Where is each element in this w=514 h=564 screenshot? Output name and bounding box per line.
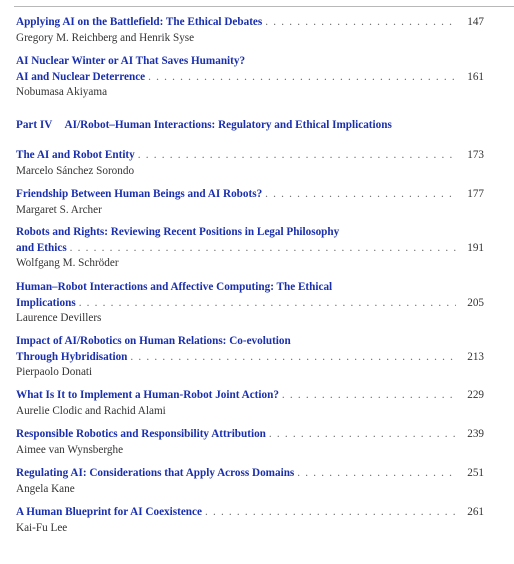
entry-title[interactable]: Impact of AI/Robotics on Human Relations: Co-evolution [16, 335, 291, 347]
entry-title[interactable]: Human–Robot Interactions and Affective Computing: The Ethical [16, 281, 333, 293]
entry-title[interactable]: What Is It to Implement a Human-Robot Joint Action? [16, 389, 279, 401]
part-title: AI/Robot–Human Interactions: Regulatory and Ethical Implications [64, 119, 392, 131]
dot-leader [265, 15, 456, 31]
dot-leader [148, 70, 456, 86]
entry-authors: Laurence Devillers [16, 312, 102, 324]
dot-leader [205, 505, 456, 521]
page-number[interactable]: 161 [467, 70, 484, 83]
entry-title-continued[interactable]: Implications [16, 296, 76, 309]
entry-title-continued[interactable]: AI and Nuclear Deterrence [16, 70, 146, 83]
dot-leader [79, 296, 456, 312]
dot-leader [70, 241, 456, 257]
dot-leader [297, 466, 456, 482]
entry-title[interactable]: Responsible Robotics and Responsibility Attribution [16, 428, 266, 440]
entry-title[interactable]: Robots and Rights: Reviewing Recent Positions in Legal Philosophy [16, 226, 340, 238]
entry-title[interactable]: Friendship Between Human Beings and AI Robots? [16, 188, 263, 200]
dot-leader [269, 427, 456, 443]
entry-authors: Marcelo Sánchez Sorondo [16, 164, 135, 177]
entry-title[interactable]: A Human Blueprint for AI Coexistence [16, 506, 202, 518]
page-number[interactable]: 251 [467, 467, 484, 479]
entry-authors: Margaret S. Archer [16, 203, 102, 216]
entry-title[interactable]: AI Nuclear Winter or AI That Saves Humanity? [16, 55, 246, 67]
toc-entry[interactable] [16, 15, 484, 46]
entry-authors: Angela Kane [16, 482, 75, 495]
top-rule [14, 6, 514, 7]
dot-leader [282, 388, 456, 404]
part-heading [16, 119, 392, 131]
entry-authors: Aimee van Wynsberghe [16, 443, 124, 456]
entry-title[interactable]: Applying AI on the Battlefield: The Ethical Debates [16, 16, 263, 28]
entry-title[interactable]: The AI and Robot Entity [16, 149, 135, 161]
entry-authors: Aurelie Clodic and Rachid Alami [16, 404, 166, 417]
toc-entry[interactable] [16, 225, 484, 272]
entry-authors: Nobumasa Akiyama [16, 86, 108, 98]
toc-entry[interactable] [16, 148, 484, 179]
toc-entry[interactable] [16, 334, 484, 381]
page-number[interactable]: 213 [467, 350, 484, 363]
entry-authors: Kai-Fu Lee [16, 521, 68, 534]
page-number[interactable]: 239 [467, 428, 484, 440]
toc-entry[interactable] [16, 187, 484, 218]
page-number[interactable]: 261 [467, 506, 484, 518]
toc-entry[interactable] [16, 54, 484, 101]
page-number[interactable]: 147 [467, 16, 484, 28]
entry-title[interactable]: Regulating AI: Considerations that Apply Across Domains [16, 467, 295, 479]
toc-entry[interactable] [16, 280, 484, 327]
entry-authors: Gregory M. Reichberg and Henrik Syse [16, 31, 195, 44]
entry-title-continued[interactable]: Through Hybridisation [16, 350, 128, 363]
page-number[interactable]: 173 [467, 149, 484, 161]
toc-entry[interactable] [16, 427, 484, 458]
part-number: Part IV [16, 119, 53, 131]
entry-authors: Wolfgang M. Schröder [16, 257, 119, 269]
page-number[interactable]: 191 [467, 241, 484, 254]
entry-authors: Pierpaolo Donati [16, 366, 93, 378]
toc-entry[interactable] [16, 466, 484, 497]
dot-leader [130, 350, 456, 366]
page-number[interactable]: 177 [467, 188, 484, 200]
dot-leader [138, 148, 456, 164]
page-number[interactable]: 205 [467, 296, 484, 309]
entry-title-continued[interactable]: and Ethics [16, 241, 67, 254]
page-number[interactable]: 229 [467, 389, 484, 401]
toc-entry[interactable] [16, 505, 484, 536]
dot-leader [265, 187, 456, 203]
toc-entry[interactable] [16, 388, 484, 419]
